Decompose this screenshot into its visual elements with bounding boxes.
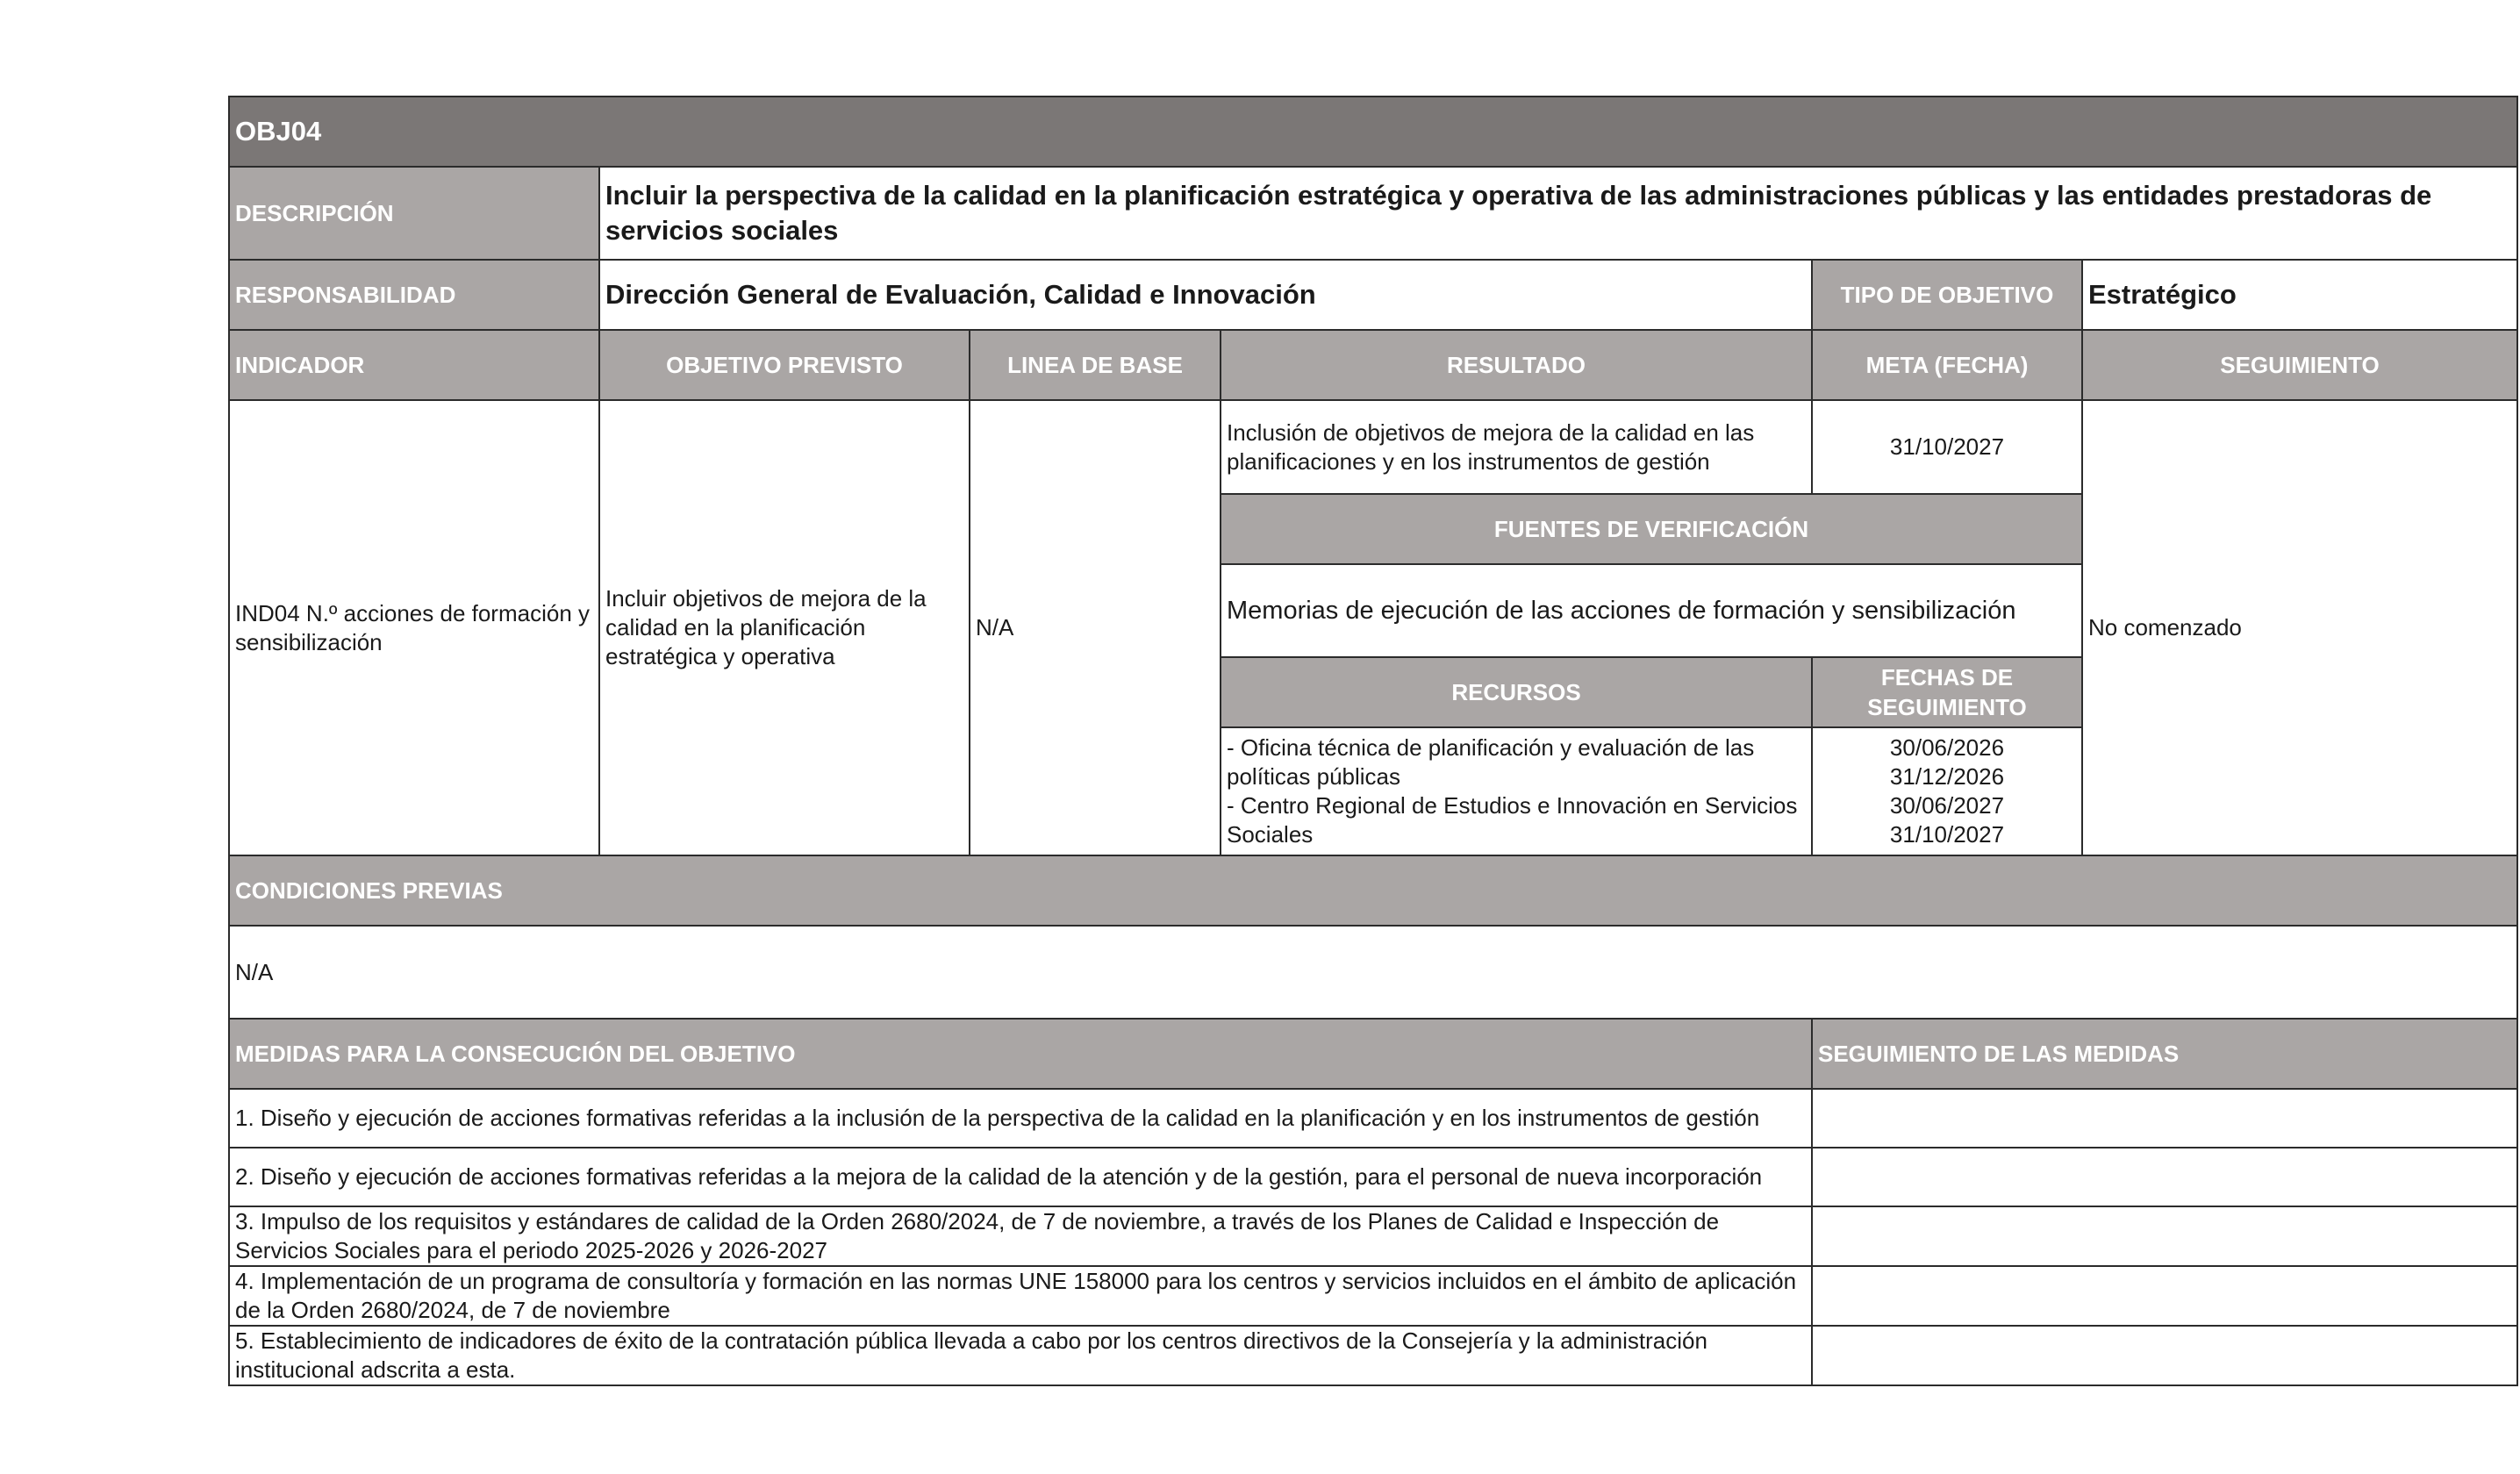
indicador-value: IND04 N.º acciones de formación y sensibilización bbox=[229, 400, 599, 855]
recurso-item: - Oficina técnica de planificación y evaluación de las políticas públicas bbox=[1227, 734, 1755, 790]
header-seguimiento: SEGUIMIENTO bbox=[2082, 330, 2517, 400]
fecha-item: 31/12/2026 bbox=[1889, 763, 2005, 790]
medida-seguimiento-cell bbox=[1812, 1206, 2517, 1266]
fecha-item: 31/10/2027 bbox=[1889, 821, 2005, 848]
responsabilidad-label: RESPONSABILIDAD bbox=[229, 260, 599, 330]
header-resultado: RESULTADO bbox=[1221, 330, 1812, 400]
descripcion-value: Incluir la perspectiva de la calidad en la planificación estratégica y operativa de las administraciones públicas y las entidades prestadoras de servicios sociales bbox=[599, 167, 2517, 260]
medidas-label: MEDIDAS PARA LA CONSECUCIÓN DEL OBJETIVO bbox=[229, 1019, 1812, 1089]
condiciones-previas-label: CONDICIONES PREVIAS bbox=[229, 855, 2517, 926]
header-indicador: INDICADOR bbox=[229, 330, 599, 400]
seguimiento-medidas-label: SEGUIMIENTO DE LAS MEDIDAS bbox=[1812, 1019, 2517, 1089]
objetivo-previsto-value: Incluir objetivos de mejora de la calidad en la planificación estratégica y operativa bbox=[599, 400, 970, 855]
fechas-seguimiento-list bbox=[1812, 727, 2082, 855]
recurso-item: - Centro Regional de Estudios e Innovación en Servicios Sociales bbox=[1227, 792, 1798, 848]
meta-value: 31/10/2027 bbox=[1812, 400, 2082, 494]
linea-base-value: N/A bbox=[970, 400, 1221, 855]
header-linea-base: LINEA DE BASE bbox=[970, 330, 1221, 400]
objective-sheet bbox=[228, 96, 2516, 1382]
medida-seguimiento-cell bbox=[1812, 1326, 2517, 1385]
medida-seguimiento-cell bbox=[1812, 1089, 2517, 1148]
medida-item: 3. Impulso de los requisitos y estándares de calidad de la Orden 2680/2024, de 7 de noviembre, a través de los Planes de Calidad e Inspección de Servicios Sociales para el periodo 2025-2026 y 2026-2027 bbox=[229, 1206, 1812, 1266]
medida-seguimiento-cell bbox=[1812, 1266, 2517, 1326]
medida-item: 5. Establecimiento de indicadores de éxito de la contratación pública llevada a cabo por los centros directivos de la Consejería y la administración institucional adscrita a esta. bbox=[229, 1326, 1812, 1385]
resultado-value: Inclusión de objetivos de mejora de la calidad en las planificaciones y en los instrumentos de gestión bbox=[1221, 400, 1812, 494]
medida-seguimiento-cell bbox=[1812, 1148, 2517, 1206]
header-recursos: RECURSOS bbox=[1221, 657, 1812, 727]
objective-code: OBJ04 bbox=[229, 97, 2517, 167]
seguimiento-value: No comenzado bbox=[2082, 400, 2517, 855]
condiciones-previas-value: N/A bbox=[229, 926, 2517, 1019]
medida-item: 1. Diseño y ejecución de acciones formativas referidas a la inclusión de la perspectiva de la calidad en la planificación y en los instrumentos de gestión bbox=[229, 1089, 1812, 1148]
fecha-item: 30/06/2026 bbox=[1889, 734, 2005, 761]
header-fuentes-verificacion: FUENTES DE VERIFICACIÓN bbox=[1221, 494, 2082, 564]
header-objetivo-previsto: OBJETIVO PREVISTO bbox=[599, 330, 970, 400]
fecha-item: 30/06/2027 bbox=[1889, 792, 2005, 819]
descripcion-label: DESCRIPCIÓN bbox=[229, 167, 599, 260]
fuentes-verificacion-value: Memorias de ejecución de las acciones de formación y sensibilización bbox=[1221, 564, 2082, 657]
header-fechas-seguimiento: FECHAS DE SEGUIMIENTO bbox=[1812, 657, 2082, 727]
recursos-list bbox=[1221, 727, 1812, 855]
responsabilidad-value: Dirección General de Evaluación, Calidad e Innovación bbox=[599, 260, 1812, 330]
medida-item: 2. Diseño y ejecución de acciones formativas referidas a la mejora de la calidad de la atención y de la gestión, para el personal de nueva incorporación bbox=[229, 1148, 1812, 1206]
tipo-objetivo-value: Estratégico bbox=[2082, 260, 2517, 330]
tipo-objetivo-label: TIPO DE OBJETIVO bbox=[1812, 260, 2082, 330]
header-meta: META (FECHA) bbox=[1812, 330, 2082, 400]
objective-table bbox=[228, 96, 2518, 1386]
medida-item: 4. Implementación de un programa de consultoría y formación en las normas UNE 158000 para los centros y servicios incluidos en el ámbito de aplicación de la Orden 2680/2024, de 7 de noviembre bbox=[229, 1266, 1812, 1326]
